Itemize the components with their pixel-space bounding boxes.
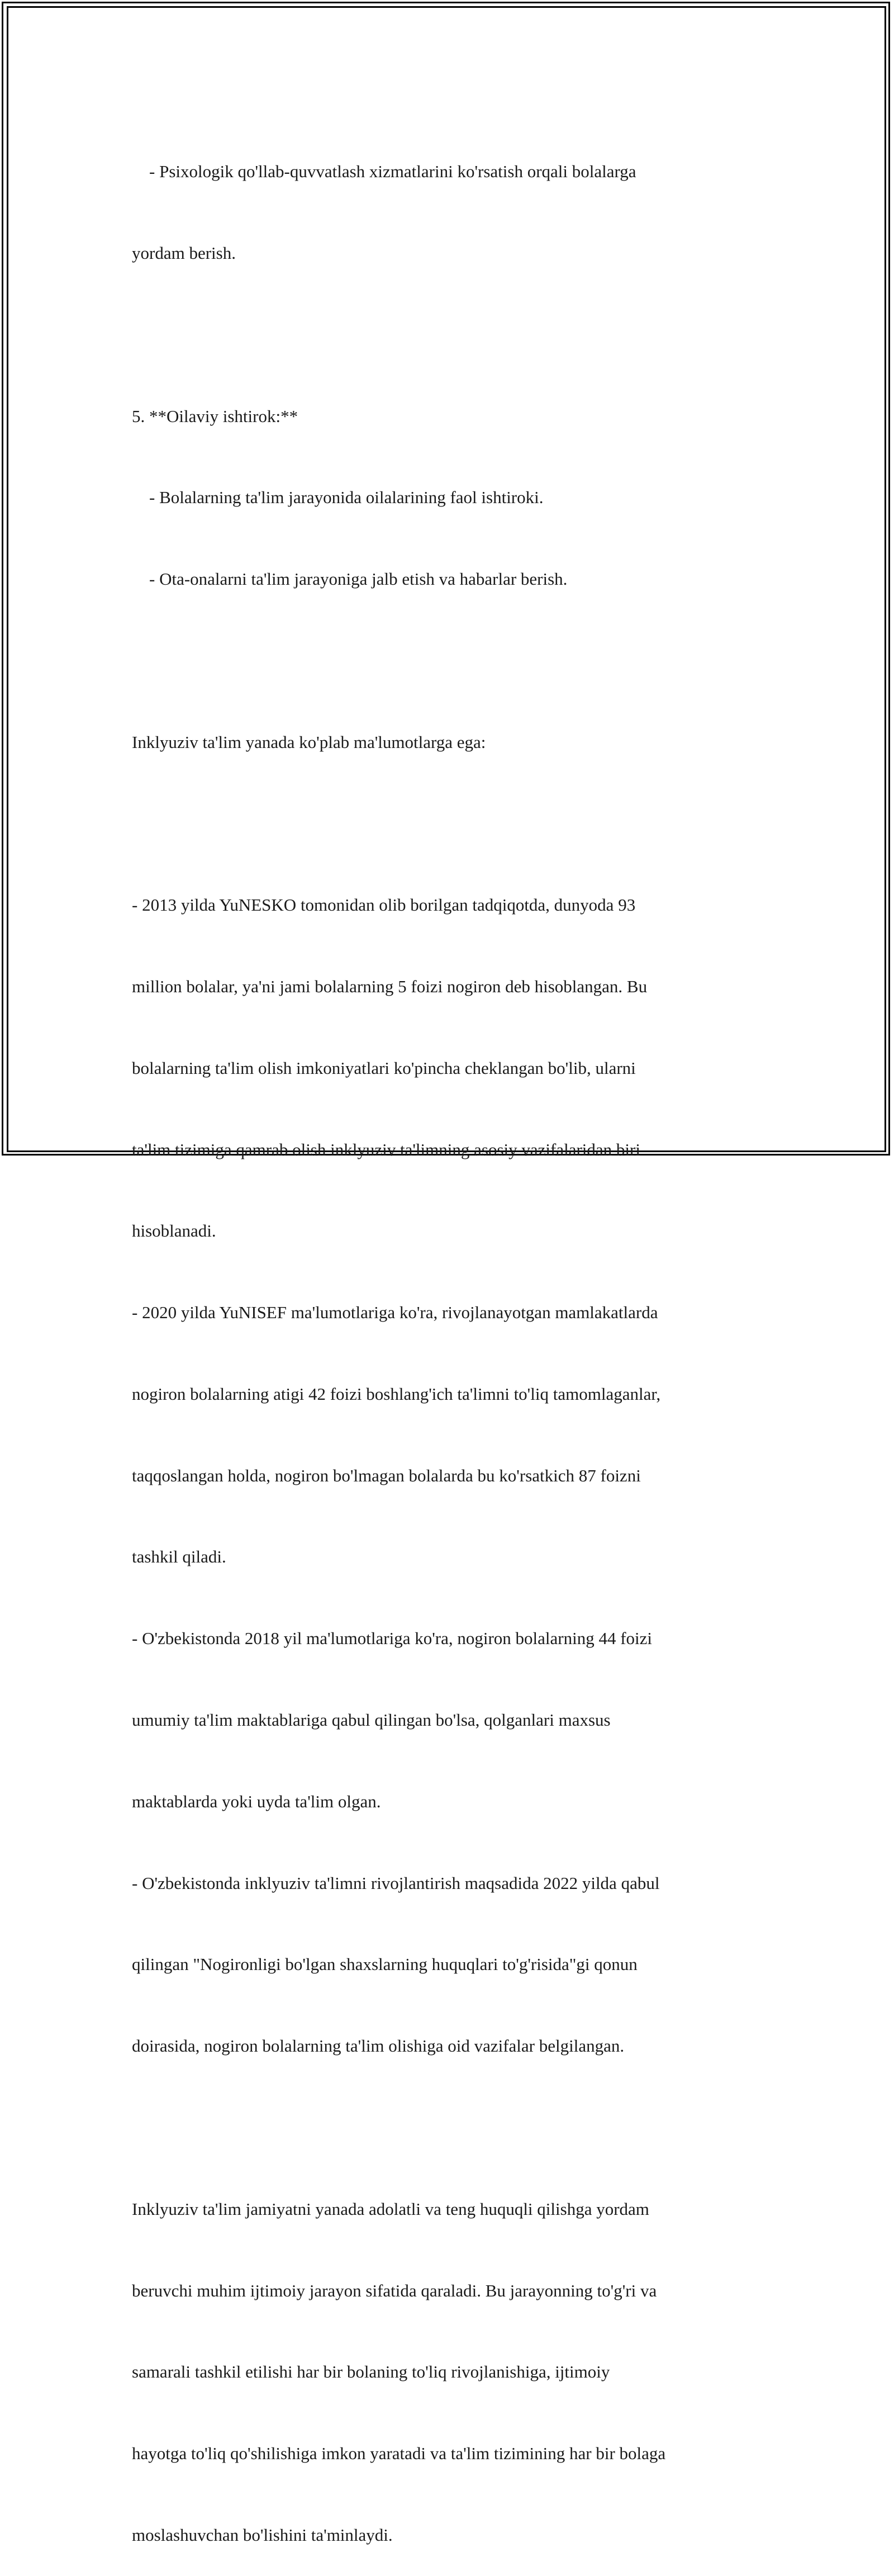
text-line: taqqoslangan holda, nogiron bo'lmagan bolalarda bu ko'rsatkich 87 foizni: [132, 1465, 641, 1485]
text-line: - Ota-onalarni ta'lim jarayoniga jalb etish va habarlar berish.: [132, 569, 568, 589]
text-line: Inklyuziv ta'lim jamiyatni yanada adolatli va teng huquqli qilishga yordam: [132, 2199, 649, 2219]
text-line: qilingan "Nogironligi bo'lgan shaxslarning huquqlari to'g'risida"gi qonun: [132, 1954, 638, 1974]
text-line: - O'zbekistonda inklyuziv ta'limni rivojlantirish maqsadida 2022 yilda qabul: [132, 1873, 660, 1893]
text-line: moslashuvchan bo'lishini ta'minlaydi.: [132, 2525, 393, 2545]
blank-line: [132, 647, 774, 675]
text-line: yordam berish.: [132, 243, 236, 263]
text-line: beruvchi muhim ijtimoiy jarayon sifatida qaraladi. Bu jarayonning to'g'ri va: [132, 2280, 657, 2300]
text-line: maktablarda yoki uyda ta'lim olgan.: [132, 1791, 381, 1811]
text-line: - 2013 yilda YuNESKO tomonidan olib borilgan tadqiqotda, dunyoda 93: [132, 895, 636, 915]
text-line: hisoblanadi.: [132, 1221, 216, 1241]
document-body: [132, 104, 774, 2576]
blank-line: [132, 321, 774, 349]
blank-line: [132, 2114, 774, 2142]
text-line: tashkil qiladi.: [132, 1547, 226, 1567]
text-line: umumiy ta'lim maktablariga qabul qilingan bo'lsa, qolganlari maxsus: [132, 1710, 611, 1730]
blank-line: [132, 810, 774, 837]
text-line: samarali tashkil etilishi har bir bolaning to'liq rivojlanishiga, ijtimoiy: [132, 2362, 610, 2382]
text-line: - O'zbekistonda 2018 yil ma'lumotlariga ko'ra, nogiron bolalarning 44 foizi: [132, 1628, 653, 1649]
text-line: - 2020 yilda YuNISEF ma'lumotlariga ko'ra, rivojlanayotgan mamlakatlarda: [132, 1303, 658, 1323]
text-line: ta'lim tizimiga qamrab olish inklyuziv ta'limning asosiy vazifalaridan biri: [132, 1139, 640, 1159]
text-line: million bolalar, ya'ni jami bolalarning 5 foizi nogiron deb hisoblangan. Bu: [132, 977, 648, 996]
text-line: bolalarning ta'lim olish imkoniyatlari ko'pincha cheklangan bo'lib, ularni: [132, 1058, 636, 1078]
text-line: - Bolalarning ta'lim jarayonida oilalarining faol ishtiroki.: [132, 487, 544, 508]
text-line: Inklyuziv ta'lim yanada ko'plab ma'lumotlarga ega:: [132, 732, 486, 752]
section-heading: 5. **Oilaviy ishtirok:**: [132, 406, 298, 426]
text-line: - Psixologik qo'llab-quvvatlash xizmatlarini ko'rsatish orqali bolalarga: [132, 162, 636, 182]
text-line: hayotga to'liq qo'shilishiga imkon yaratadi va ta'lim tizimining har bir bolaga: [132, 2444, 666, 2464]
text-line: nogiron bolalarning atigi 42 foizi boshlang'ich ta'limni to'liq tamomlaganlar,: [132, 1384, 661, 1404]
text-line: doirasida, nogiron bolalarning ta'lim olishiga oid vazifalar belgilangan.: [132, 2036, 625, 2056]
